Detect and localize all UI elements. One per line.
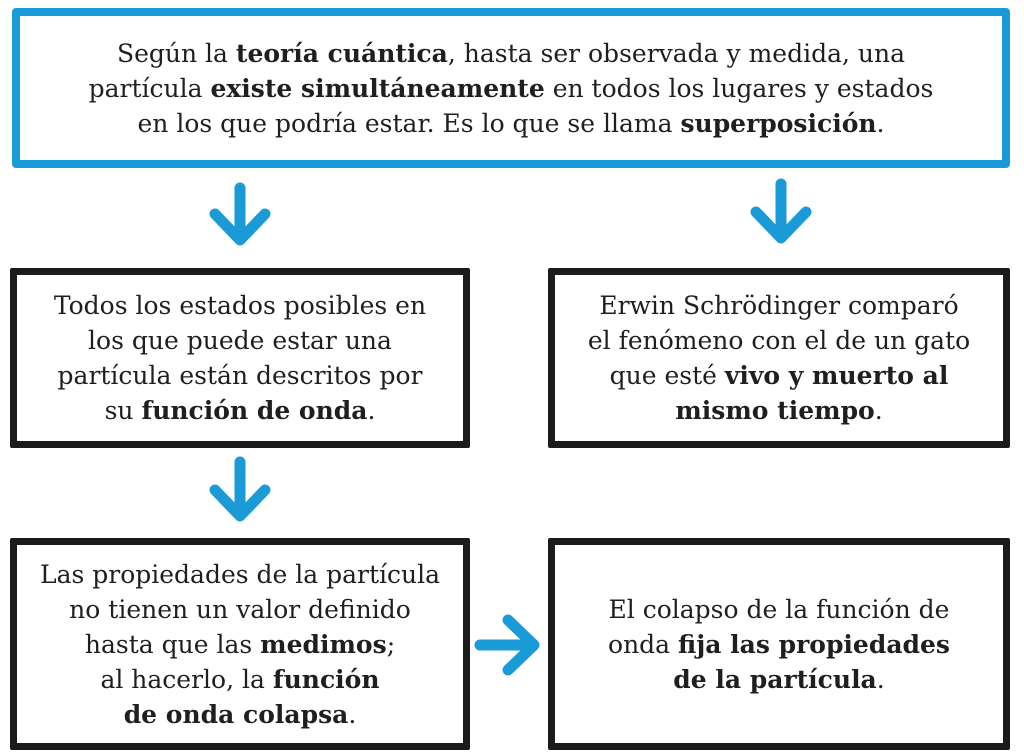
superposition-box <box>12 8 1010 168</box>
bold-phrase: función de onda <box>141 396 368 425</box>
text-segment: . <box>367 396 376 425</box>
text-line <box>599 288 958 323</box>
text-segment: . <box>874 396 883 425</box>
bold-phrase: superposición <box>680 108 877 138</box>
text-segment: partícula <box>88 73 211 103</box>
text-line <box>58 358 423 393</box>
text-segment: . <box>876 108 885 138</box>
text-line <box>673 662 884 697</box>
text-segment: El colapso de la función de <box>608 594 950 624</box>
text-line <box>608 627 950 662</box>
text-line <box>138 106 885 141</box>
text-segment: Las propiedades de la partícula <box>39 559 441 589</box>
wave-function-box <box>10 268 470 448</box>
bold-phrase: de onda colapsa <box>123 699 349 729</box>
text-segment: ; <box>386 629 396 659</box>
arrow-down-right-icon <box>746 178 816 250</box>
bold-phrase: función <box>272 664 380 694</box>
text-segment: Erwin Schrödinger comparó <box>599 291 959 320</box>
text-line <box>609 592 950 627</box>
bold-phrase: de la partícula <box>673 664 877 694</box>
bold-phrase: mismo tiempo <box>675 396 875 425</box>
text-line <box>105 393 376 428</box>
text-segment: no tienen un valor definido <box>69 594 411 624</box>
arrow-down-middle-icon <box>205 456 275 528</box>
text-line <box>69 592 411 627</box>
text-line <box>89 71 934 106</box>
text-segment: Según la <box>116 38 236 68</box>
text-line <box>675 393 882 428</box>
text-line <box>124 697 357 732</box>
text-segment: hasta que las <box>84 629 261 659</box>
arrow-down-left-icon <box>205 182 275 252</box>
text-line <box>100 662 379 697</box>
text-segment: . <box>348 699 357 729</box>
text-line <box>588 323 970 358</box>
text-segment: en todos los lugares y estados <box>544 73 934 103</box>
text-segment: el fenómeno con el de un gato <box>587 326 971 355</box>
text-line <box>54 288 426 323</box>
text-segment: que esté <box>609 361 725 390</box>
arrow-right-icon <box>474 610 546 680</box>
bold-phrase: teoría cuántica <box>235 38 448 68</box>
text-segment: , hasta ser observada y medida, una <box>447 38 906 68</box>
text-segment: los que puede estar una <box>88 326 392 355</box>
schrodinger-cat-box <box>548 268 1010 448</box>
text-segment: en los que podría estar. Es lo que se llama <box>137 108 681 138</box>
text-line <box>610 358 949 393</box>
measurement-box <box>10 538 470 750</box>
text-line <box>40 557 440 592</box>
text-segment: su <box>104 396 142 425</box>
text-segment: partícula están descritos por <box>57 361 423 390</box>
text-segment: . <box>876 664 885 694</box>
text-segment: Todos los estados posibles en <box>53 291 427 320</box>
bold-phrase: vivo y muerto al <box>724 361 949 390</box>
collapse-box <box>548 538 1010 750</box>
bold-phrase: existe simultáneamente <box>210 73 545 103</box>
text-segment: onda <box>608 629 679 659</box>
text-line <box>88 323 392 358</box>
text-line <box>117 36 905 71</box>
bold-phrase: medimos <box>260 629 387 659</box>
text-line <box>85 627 395 662</box>
bold-phrase: fija las propiedades <box>678 629 950 659</box>
text-segment: al hacerlo, la <box>100 664 273 694</box>
